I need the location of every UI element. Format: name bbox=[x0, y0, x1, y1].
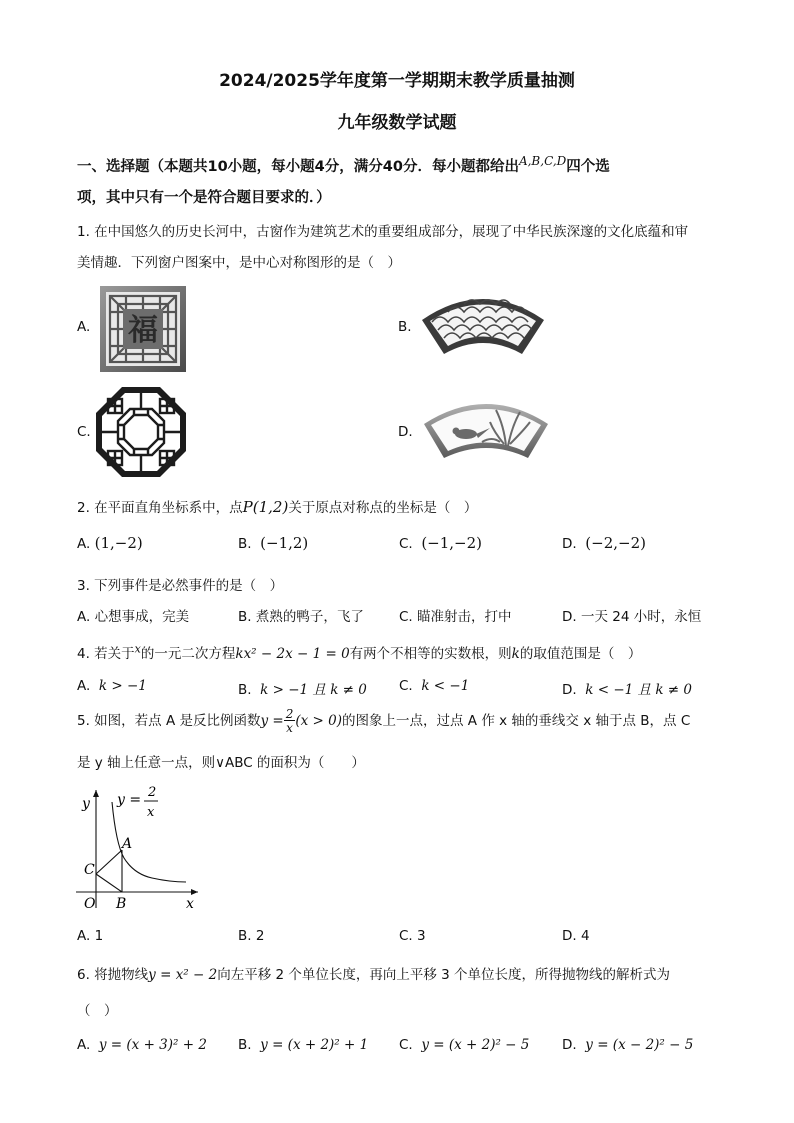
x-axis-arrow bbox=[191, 889, 198, 895]
q4-option-d-value: k < −1 且 k ≠ 0 bbox=[585, 682, 693, 698]
q4-x: x bbox=[134, 642, 141, 656]
q6-option-b bbox=[238, 1037, 368, 1053]
q6-stem-pre: 6. 将抛物线 bbox=[77, 967, 149, 983]
graph-x-label: x bbox=[186, 896, 194, 912]
q4-option-c-value: k < −1 bbox=[421, 678, 470, 694]
q2-option-c bbox=[399, 534, 482, 552]
q5-stem-line1 bbox=[77, 708, 690, 734]
q4-option-d-label: D. bbox=[562, 682, 577, 698]
q4-option-b-label: B. bbox=[238, 682, 252, 698]
q2-option-c-label: C. bbox=[399, 536, 413, 552]
q5-fraction-den: x bbox=[286, 721, 293, 735]
q1-option-b-label: B. bbox=[398, 319, 412, 335]
window-b-image bbox=[418, 292, 548, 364]
q6-stem bbox=[77, 963, 670, 983]
q6-option-c bbox=[399, 1037, 529, 1053]
q5-stem-line2: 是 y 轴上任意一点，则∨ABC 的面积为（ ） bbox=[77, 755, 365, 771]
segment-cb bbox=[96, 874, 122, 892]
exam-title: 2024/2025学年度第一学期期末教学质量抽测 bbox=[219, 71, 575, 91]
q5-stem-pre: 5. 如图，若点 A 是反比例函数 bbox=[77, 713, 261, 729]
q4-option-b-value: k > −1 且 k ≠ 0 bbox=[260, 682, 367, 698]
q2-option-a-value: (1,−2) bbox=[94, 534, 143, 552]
graph-y-label: y bbox=[82, 796, 90, 812]
q5-domain: (x > 0) bbox=[295, 713, 343, 729]
q4-option-b bbox=[238, 678, 367, 698]
graph-eq-pre: y = bbox=[117, 792, 142, 808]
graph-point-b: B bbox=[116, 896, 127, 912]
section-heading-line2: 项，其中只有一个是符合题目要求的．） bbox=[77, 190, 331, 206]
section-heading bbox=[77, 154, 610, 176]
q4-stem-pre: 4. 若关于 bbox=[77, 646, 135, 662]
q4-stem-mid: 的一元二次方程 bbox=[140, 646, 236, 662]
q5-stem-post: 的图象上一点，过点 A 作 x 轴的垂线交 x 轴于点 B，点 C bbox=[342, 713, 691, 729]
q4-option-a bbox=[77, 678, 147, 694]
q5-graph bbox=[72, 778, 212, 916]
q6-option-d-value: y = (x − 2)² − 5 bbox=[585, 1037, 694, 1053]
q2-point: P(1,2) bbox=[242, 498, 289, 516]
graph-eq-den: x bbox=[147, 805, 155, 820]
graph-point-a: A bbox=[122, 836, 133, 852]
q1-stem-line2: 美情趣．下列窗户图案中，是中心对称图形的是（ ） bbox=[77, 255, 401, 271]
q2-option-d bbox=[562, 534, 646, 552]
y-axis-arrow bbox=[93, 790, 99, 797]
q3-stem: 3. 下列事件是必然事件的是（ ） bbox=[77, 578, 284, 594]
q6-option-a-value: y = (x + 3)² + 2 bbox=[98, 1037, 207, 1053]
graph-point-c: C bbox=[84, 862, 95, 878]
q1-option-a-label: A. bbox=[77, 319, 91, 335]
q3-option-d: D. 一天 24 小时，永恒 bbox=[562, 609, 702, 625]
q3-option-b: B. 煮熟的鸭子，飞了 bbox=[238, 609, 364, 625]
window-c-image bbox=[94, 385, 188, 479]
q2-option-b-label: B. bbox=[238, 536, 252, 552]
q3-option-a: A. 心想事成，完美 bbox=[77, 609, 190, 625]
q6-option-d-label: D. bbox=[562, 1037, 577, 1053]
window-a-image bbox=[99, 285, 187, 373]
q5-fraction-num: 2 bbox=[285, 707, 294, 721]
window-a-character: 福 bbox=[128, 313, 158, 348]
q6-option-a-label: A. bbox=[77, 1037, 91, 1053]
q6-option-a bbox=[77, 1037, 207, 1053]
q2-option-d-label: D. bbox=[562, 536, 577, 552]
section-abcd: A,B,C,D bbox=[518, 154, 567, 168]
q4-stem-post2: 的取值范围是（ ） bbox=[519, 646, 642, 662]
q2-stem-post: 关于原点对称点的坐标是（ ） bbox=[288, 500, 478, 516]
q6-stem-post: 向左平移 2 个单位长度，再向上平移 3 个单位长度，所得抛物线的解析式为 bbox=[217, 967, 671, 983]
q2-option-a bbox=[77, 534, 143, 552]
q2-option-a-label: A. bbox=[77, 536, 91, 552]
q1-option-c-label: C. bbox=[77, 424, 91, 440]
window-d-image bbox=[420, 396, 552, 466]
q2-option-c-value: (−1,−2) bbox=[421, 534, 483, 552]
q4-equation: kx² − 2x − 1 = 0 bbox=[235, 646, 350, 662]
q6-option-b-label: B. bbox=[238, 1037, 252, 1053]
q4-option-c-label: C. bbox=[399, 678, 413, 694]
exam-subtitle: 九年级数学试题 bbox=[337, 113, 457, 133]
q4-stem bbox=[77, 642, 641, 662]
segment-ca bbox=[96, 850, 122, 874]
q5-option-c: C. 3 bbox=[399, 928, 426, 944]
q2-option-b bbox=[238, 534, 308, 552]
q2-stem bbox=[77, 496, 477, 516]
q6-option-b-value: y = (x + 2)² + 1 bbox=[260, 1037, 369, 1053]
q5-option-b: B. 2 bbox=[238, 928, 265, 944]
q6-option-d bbox=[562, 1037, 693, 1053]
section-heading-line1: 一、选择题（本题共10小题，每小题4分，满分40分．每小题都给出 bbox=[77, 158, 519, 175]
q6-equation: y = x² − 2 bbox=[148, 967, 218, 983]
q4-option-a-label: A. bbox=[77, 678, 91, 694]
q6-paren: （ ） bbox=[77, 1003, 118, 1019]
q5-y-eq: y = bbox=[260, 713, 284, 729]
q5-option-d: D. 4 bbox=[562, 928, 590, 944]
section-heading-line1-end: 四个选 bbox=[566, 158, 610, 175]
q5-option-a: A. 1 bbox=[77, 928, 104, 944]
q5-fraction bbox=[284, 708, 296, 734]
q3-option-c: C. 瞄准射击，打中 bbox=[399, 609, 512, 625]
q1-option-d-label: D. bbox=[398, 424, 413, 440]
q4-option-c bbox=[399, 678, 469, 694]
q1-stem-line1: 1. 在中国悠久的历史长河中，古窗作为建筑艺术的重要组成部分，展现了中华民族深邃的文化底蕴和审 bbox=[77, 224, 689, 240]
q6-option-c-value: y = (x + 2)² − 5 bbox=[421, 1037, 530, 1053]
q2-option-d-value: (−2,−2) bbox=[585, 534, 646, 552]
q2-stem-pre: 2. 在平面直角坐标系中，点 bbox=[77, 500, 243, 516]
q4-k: k bbox=[511, 646, 520, 662]
graph-origin: O bbox=[84, 896, 96, 912]
q2-option-b-value: (−1,2) bbox=[260, 534, 309, 552]
q4-stem-post1: 有两个不相等的实数根，则 bbox=[349, 646, 512, 662]
graph-eq-num: 2 bbox=[148, 785, 157, 800]
q4-option-a-value: k > −1 bbox=[98, 678, 147, 694]
q4-option-d bbox=[562, 678, 692, 698]
q6-option-c-label: C. bbox=[399, 1037, 413, 1053]
